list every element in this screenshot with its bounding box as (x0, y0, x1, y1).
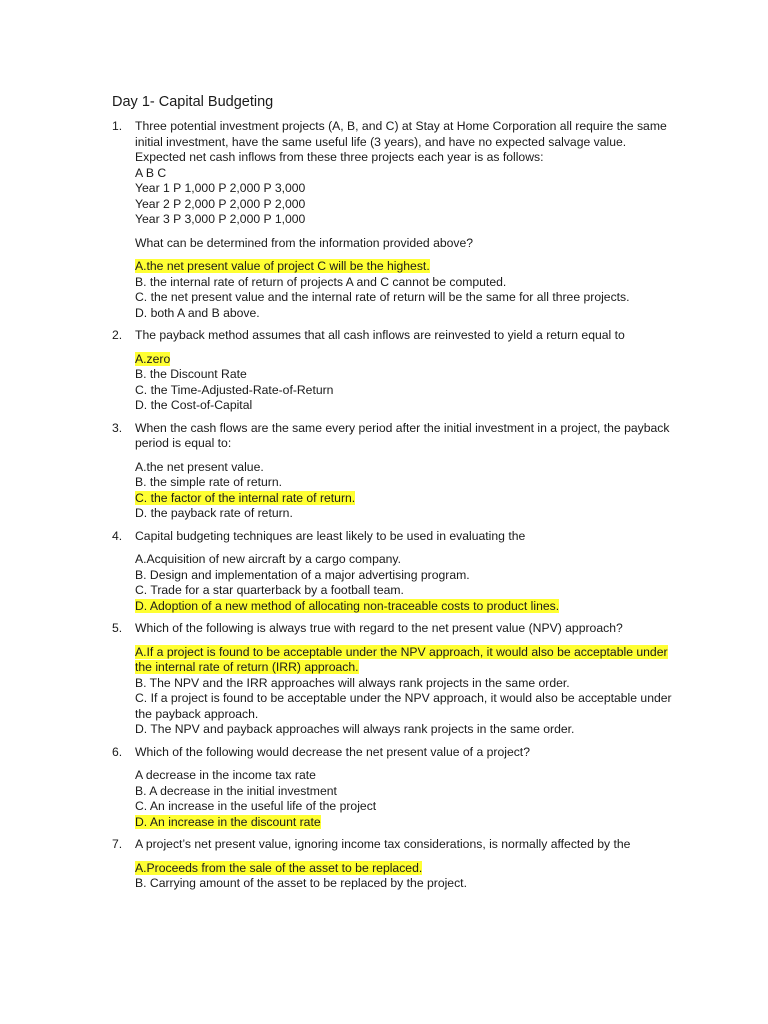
question-stem: The payback method assumes that all cash inflows are reinvested to yield a return equal to (135, 328, 625, 342)
answer-options (135, 861, 675, 892)
question-number: 7. (112, 837, 123, 851)
question-number: 1. (112, 119, 123, 133)
answer-option-d (135, 722, 675, 738)
answer-option-text: B. the simple rate of return. (135, 475, 282, 489)
answer-option-d (135, 398, 675, 414)
answer-options (135, 352, 675, 414)
question-stem: A project’s net present value, ignoring income tax considerations, is normally affected by the (135, 837, 631, 851)
answer-option-b (135, 676, 675, 692)
answer-option-text: C. If a project is found to be acceptable under the NPV approach, it would also be acceptable under the payback approach. (135, 691, 672, 721)
question-number: 4. (112, 528, 123, 543)
document-title: Day 1- Capital Budgeting (112, 94, 274, 110)
answer-options (135, 645, 675, 738)
answer-option-text: D. The NPV and payback approaches will always rank projects in the same order. (135, 722, 575, 736)
answer-option-c (135, 383, 675, 399)
answer-option-text: C. Trade for a star quarterback by a football team. (135, 583, 404, 597)
answer-option-b (135, 568, 675, 584)
answer-option-d (135, 599, 675, 615)
answer-option-text: A.the net present value of project C will be the highest. (135, 259, 430, 273)
question-number: 2. (112, 328, 123, 342)
question-list (0, 119, 768, 899)
answer-option-d (135, 506, 675, 522)
answer-option-text: D. the payback rate of return. (135, 506, 293, 520)
answer-option-text: C. An increase in the useful life of the project (135, 799, 377, 813)
answer-options (135, 552, 675, 614)
question-3 (0, 421, 675, 522)
answer-option-text: B. The NPV and the IRR approaches will always rank projects in the same order. (135, 675, 570, 690)
cash-flow-table-row: Year 3 P 3,000 P 2,000 P 1,000 (135, 212, 306, 226)
answer-option-d (135, 306, 675, 322)
answer-option-b (135, 784, 675, 800)
answer-option-b (135, 275, 675, 291)
answer-option-d (135, 815, 675, 831)
cash-flow-table-row: Year 1 P 1,000 P 2,000 P 3,000 (135, 181, 306, 195)
answer-option-a (135, 259, 675, 275)
question-number: 3. (112, 420, 123, 435)
answer-options (135, 768, 675, 830)
answer-option-a (135, 645, 675, 676)
answer-option-a (135, 861, 675, 877)
answer-option-text: A.the net present value. (135, 459, 264, 474)
answer-option-text: D. An increase in the discount rate (135, 814, 321, 829)
question-1 (0, 119, 675, 321)
answer-option-text: D. the Cost-of-Capital (135, 398, 253, 412)
question-2 (0, 328, 675, 414)
answer-option-text: A.If a project is found to be acceptable under the NPV approach, it would also be acceptable under the internal rate of return (IRR) approach. (135, 644, 668, 674)
question-number: 6. (112, 744, 123, 759)
answer-option-a (135, 768, 675, 784)
answer-option-text: C. the net present value and the internal rate of return will be the same for all three projects. (135, 290, 630, 304)
answer-option-c (135, 691, 675, 722)
cash-flow-table-row: Year 2 P 2,000 P 2,000 P 2,000 (135, 196, 306, 211)
question-prompt: What can be determined from the information provided above? (135, 235, 474, 250)
answer-option-text: B. the internal rate of return of projects A and C cannot be computed. (135, 274, 507, 289)
answer-options (135, 259, 675, 321)
answer-option-c (135, 583, 675, 599)
question-7 (0, 837, 675, 892)
question-4 (0, 529, 675, 615)
answer-option-b (135, 475, 675, 491)
question-6 (0, 745, 675, 831)
answer-option-text: C. the factor of the internal rate of return. (135, 490, 356, 505)
question-number: 5. (112, 621, 123, 635)
question-stem: When the cash flows are the same every period after the initial investment in a project, the payback period is equal to: (135, 420, 670, 450)
answer-options (135, 460, 675, 522)
question-5 (0, 621, 675, 738)
answer-option-text: B. the Discount Rate (135, 367, 247, 381)
question-stem: Which of the following is always true with regard to the net present value (NPV) approach? (135, 621, 623, 635)
answer-option-c (135, 491, 675, 507)
answer-option-text: B. Design and implementation of a major advertising program. (135, 567, 470, 582)
answer-option-c (135, 290, 675, 306)
cash-flow-table-header: A B C (135, 165, 167, 180)
answer-option-a (135, 552, 675, 568)
answer-option-text: D. Adoption of a new method of allocating non-traceable costs to product lines. (135, 598, 560, 613)
answer-option-b (135, 876, 675, 892)
answer-option-text: A.Proceeds from the sale of the asset to be replaced. (135, 860, 423, 875)
question-stem: Three potential investment projects (A, B, and C) at Stay at Home Corporation all require the same initial investment, have the same useful life (3 years), and have no expected salvage value. Expected net cash inflows from these three projects each year is as follows: (135, 119, 667, 164)
answer-option-text: A.zero (135, 351, 171, 366)
question-stem: Capital budgeting techniques are least likely to be used in evaluating the (135, 528, 526, 543)
answer-option-text: B. Carrying amount of the asset to be replaced by the project. (135, 876, 467, 890)
answer-option-text: D. both A and B above. (135, 305, 260, 320)
answer-option-a (135, 352, 675, 368)
answer-option-b (135, 367, 675, 383)
answer-option-text: B. A decrease in the initial investment (135, 783, 337, 798)
answer-option-a (135, 460, 675, 476)
answer-option-text: A decrease in the income tax rate (135, 768, 316, 782)
answer-option-c (135, 799, 675, 815)
answer-option-text: C. the Time-Adjusted-Rate-of-Return (135, 382, 334, 397)
question-stem: Which of the following would decrease the net present value of a project? (135, 744, 530, 759)
answer-option-text: A.Acquisition of new aircraft by a cargo company. (135, 552, 401, 566)
